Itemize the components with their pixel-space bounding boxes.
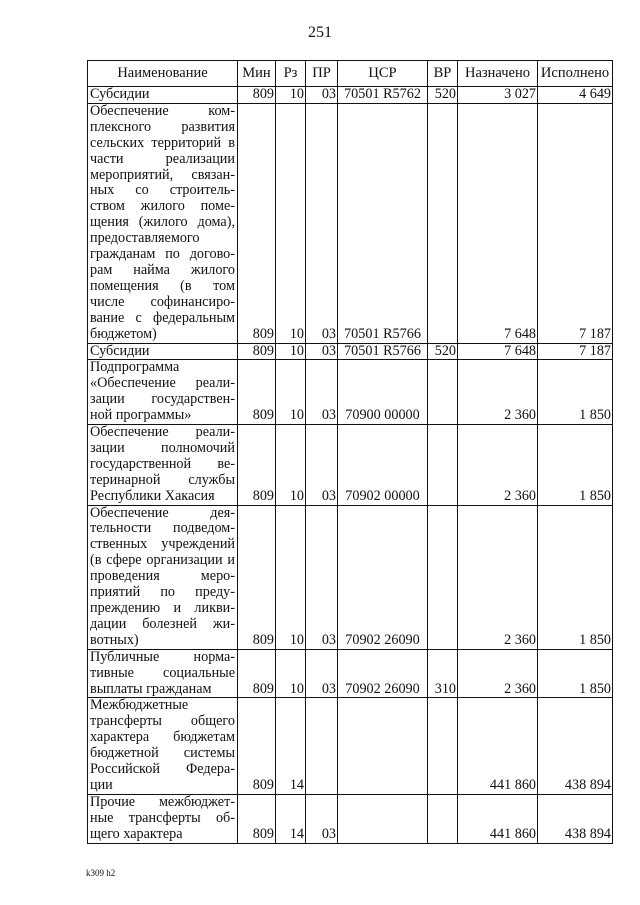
cell-csr: 70501 R5766: [338, 103, 428, 343]
table-row: [88, 87, 613, 104]
cell-pr: 03: [306, 649, 338, 698]
name-line: ной программы»: [90, 407, 192, 424]
cell-csr: [338, 698, 428, 794]
cell-min: 809: [238, 698, 276, 794]
cell-name: [88, 425, 238, 506]
cell-assigned: 2 360: [458, 505, 538, 649]
name-line: Межбюджетные: [90, 697, 189, 714]
name-line: и проведения меро-: [90, 552, 235, 585]
cell-executed: 1 850: [538, 649, 613, 698]
cell-min: 809: [238, 649, 276, 698]
name-line: Субсидии: [90, 86, 150, 102]
name-line: трансферты общего: [90, 713, 235, 730]
name-line: бюджетной системы: [90, 745, 235, 762]
cell-assigned: 2 360: [458, 360, 538, 425]
cell-min: 809: [238, 794, 276, 843]
cell-vr: 310: [428, 649, 458, 698]
name-line: рам найма жилого: [90, 261, 235, 278]
name-line: зации государствен-: [90, 391, 235, 408]
cell-name: [88, 87, 238, 104]
name-line: Обеспечение ком-: [90, 103, 235, 119]
cell-pr: 03: [306, 87, 338, 104]
cell-csr: 70501 R5766: [338, 343, 428, 360]
name-line: тивные социальные: [90, 664, 235, 681]
table-row: [88, 698, 613, 794]
name-line: приятий по преду-: [90, 584, 235, 601]
cell-csr: 70900 00000: [338, 360, 428, 425]
cell-name: [88, 505, 238, 649]
table-row: [88, 505, 613, 649]
cell-pr: 03: [306, 343, 338, 360]
cell-vr: 520: [428, 343, 458, 360]
cell-csr: [338, 794, 428, 843]
footer-code: k309 h2: [86, 868, 116, 878]
table-row: [88, 794, 613, 843]
cell-name: [88, 343, 238, 360]
cell-min: 809: [238, 103, 276, 343]
cell-executed: 1 850: [538, 360, 613, 425]
cell-pr: 03: [306, 360, 338, 425]
cell-assigned: 2 360: [458, 649, 538, 698]
name-line: ции: [90, 776, 113, 793]
cell-csr: 70902 26090: [338, 649, 428, 698]
name-line: Подпрограмма: [90, 359, 180, 376]
cell-name: [88, 103, 238, 343]
table-row: [88, 360, 613, 425]
name-line: государственной ве-: [90, 455, 235, 472]
cell-pr: 03: [306, 425, 338, 506]
cell-assigned: 2 360: [458, 425, 538, 506]
cell-rz: 10: [276, 425, 306, 506]
table-body: [88, 87, 613, 844]
name-line: вание с федеральным: [90, 309, 235, 326]
name-line: числе софинансиро-: [90, 293, 235, 310]
table-row: [88, 343, 613, 360]
cell-assigned: 7 648: [458, 103, 538, 343]
name-line: в части реализации: [90, 134, 235, 167]
name-line: ственных учреждений: [90, 536, 235, 553]
cell-assigned: 441 860: [458, 698, 538, 794]
cell-vr: [428, 505, 458, 649]
name-line: зации полномочий: [90, 439, 235, 456]
name-line: (в сфере организации: [90, 552, 223, 569]
cell-executed: 4 649: [538, 87, 613, 104]
cell-vr: 520: [428, 87, 458, 104]
cell-vr: [428, 698, 458, 794]
name-line: Прочие межбюджет-: [90, 794, 235, 810]
page-number: 251: [308, 24, 332, 41]
name-line: Обеспечение дея-: [90, 505, 235, 521]
name-line: дации болезней жи-: [90, 615, 235, 632]
name-line: преждению и ликви-: [90, 600, 235, 616]
cell-name: [88, 649, 238, 698]
cell-min: 809: [238, 343, 276, 360]
name-line: «Обеспечение реали-: [90, 375, 235, 392]
name-line: Обеспечение реали-: [90, 424, 235, 441]
cell-executed: 438 894: [538, 698, 613, 794]
cell-min: 809: [238, 87, 276, 104]
table-row: [88, 649, 613, 698]
name-line: Российской Федера-: [90, 761, 235, 778]
name-line: щего характера: [90, 825, 183, 842]
cell-rz: 14: [276, 794, 306, 843]
cell-name: [88, 698, 238, 794]
header-vr: ВР: [428, 61, 458, 87]
cell-vr: [428, 794, 458, 843]
cell-executed: 1 850: [538, 505, 613, 649]
table-header: [88, 61, 613, 87]
cell-executed: 7 187: [538, 103, 613, 343]
cell-min: 809: [238, 360, 276, 425]
cell-assigned: 3 027: [458, 87, 538, 104]
name-line: бюджетом): [90, 325, 157, 342]
cell-min: 809: [238, 425, 276, 506]
header-min: Мин: [238, 61, 276, 87]
cell-executed: 438 894: [538, 794, 613, 843]
table-row: [88, 425, 613, 506]
cell-rz: 10: [276, 649, 306, 698]
budget-table: [87, 60, 613, 844]
header-rz: Рз: [276, 61, 306, 87]
name-line: теринарной службы: [90, 471, 235, 488]
cell-vr: [428, 360, 458, 425]
cell-name: [88, 360, 238, 425]
cell-min: 809: [238, 505, 276, 649]
cell-executed: 7 187: [538, 343, 613, 360]
cell-assigned: 441 860: [458, 794, 538, 843]
cell-name: [88, 794, 238, 843]
name-line: предоставляемого: [90, 230, 200, 247]
cell-pr: [306, 698, 338, 794]
header-name: Наименование: [88, 61, 238, 87]
cell-rz: 10: [276, 87, 306, 104]
cell-assigned: 7 648: [458, 343, 538, 360]
name-line: тельности подведом-: [90, 520, 235, 537]
name-line: характера бюджетам: [90, 729, 235, 746]
cell-pr: 03: [306, 505, 338, 649]
name-line: выплаты гражданам: [90, 680, 212, 697]
cell-rz: 10: [276, 360, 306, 425]
table-row: [88, 103, 613, 343]
cell-rz: 14: [276, 698, 306, 794]
name-line: помещения (в том: [90, 277, 235, 294]
name-line: сельских территорий: [90, 134, 222, 151]
name-line: плексного развития: [90, 118, 235, 135]
header-pr: ПР: [306, 61, 338, 87]
cell-pr: 03: [306, 794, 338, 843]
cell-rz: 10: [276, 343, 306, 360]
name-line: вотных): [90, 631, 139, 648]
name-line: гражданам по догово-: [90, 246, 235, 263]
name-line: ством жилого поме-: [90, 198, 235, 215]
name-line: ные трансферты об-: [90, 809, 235, 826]
name-line: мероприятий, связан-: [90, 166, 235, 183]
name-line: ных со строитель-: [90, 182, 235, 199]
name-line: щения (жилого дома),: [90, 214, 235, 231]
header-executed: Исполнено: [538, 61, 613, 87]
cell-vr: [428, 425, 458, 506]
header-assigned: Назначено: [458, 61, 538, 87]
cell-vr: [428, 103, 458, 343]
cell-csr: 70902 00000: [338, 425, 428, 506]
name-line: Публичные норма-: [90, 649, 235, 665]
cell-executed: 1 850: [538, 425, 613, 506]
cell-csr: 70902 26090: [338, 505, 428, 649]
cell-rz: 10: [276, 505, 306, 649]
cell-csr: 70501 R5762: [338, 87, 428, 104]
name-line: Субсидии: [90, 343, 150, 359]
cell-pr: 03: [306, 103, 338, 343]
header-csr: ЦСР: [338, 61, 428, 87]
name-line: Республики Хакасия: [90, 487, 215, 504]
cell-rz: 10: [276, 103, 306, 343]
